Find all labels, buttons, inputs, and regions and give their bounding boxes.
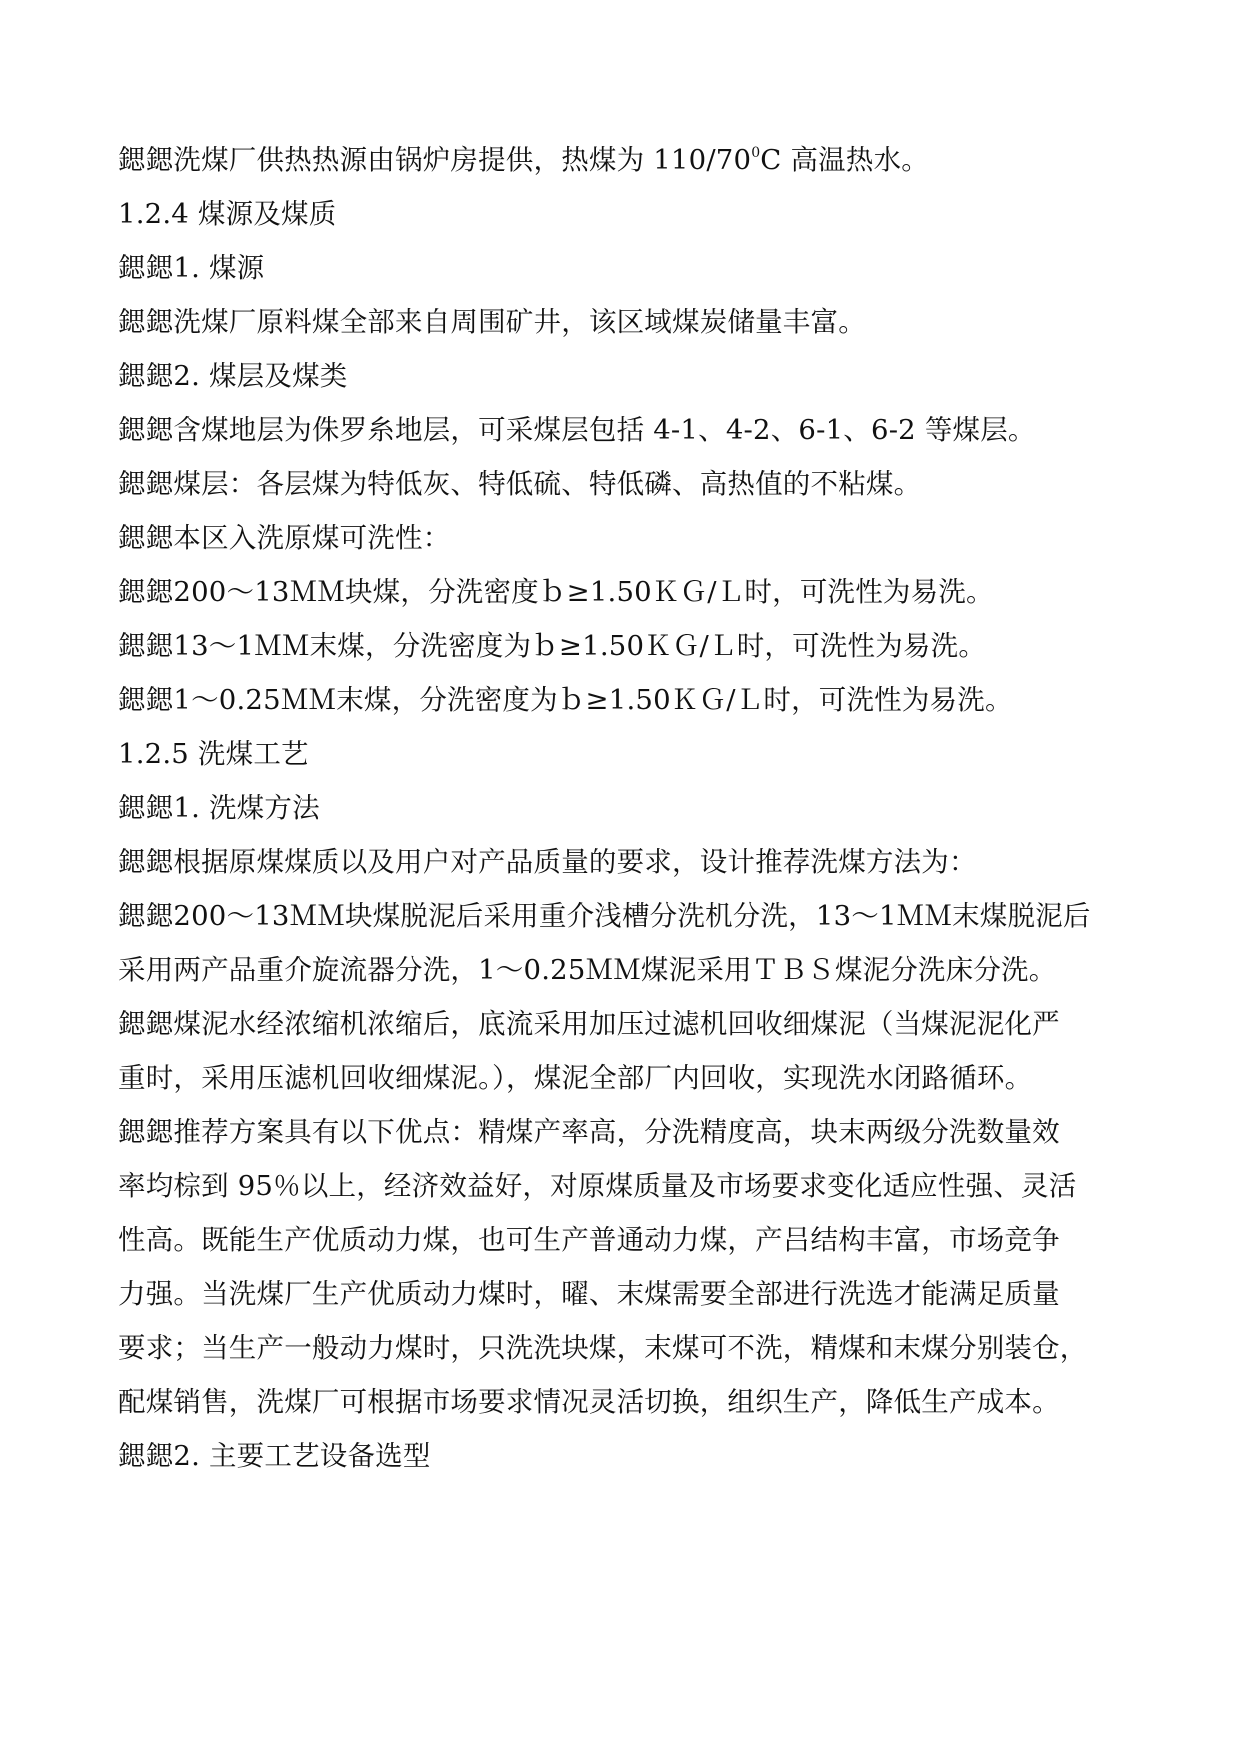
subsection-heading: 鍶鍶1. 洗煤方法: [118, 792, 320, 824]
text-line: 鍶鍶根据原煤煤质以及用户对产品质量的要求，设计推荐洗煤方法为：: [118, 846, 977, 878]
text-line: 鍶鍶200～13ＭＭ块煤脱泥后采用重介浅槽分洗机分洗，13～1ＭＭ末煤脱泥后: [118, 900, 1091, 932]
text-line: 率均棕到 95％以上，经济效益好，对原煤质量及市场要求变化适应性强、灵活: [118, 1170, 1077, 1202]
text-line: 鍶鍶13～1ＭＭ末煤，分洗密度为ｂ≥1.50ＫＧ/Ｌ时，可洗性为易洗。: [118, 630, 987, 662]
text-line: 鍶鍶煤泥水经浓缩机浓缩后，底流采用加压过滤机回收细煤泥（当煤泥泥化严: [118, 1008, 1060, 1040]
text-line: 鍶鍶含煤地层为侏罗糸地层，可采煤层包括 4-1、4-2、6-1、6-2 等煤层。: [118, 414, 1036, 446]
text-line: 鍶鍶推荐方案具有以下优点：精煤产率高，分洗精度高，块末两级分洗数量效: [118, 1116, 1060, 1148]
text-line: 力强。当洗煤厂生产优质动力煤时，曜、末煤需要全部进行洗选才能满足质量: [118, 1278, 1060, 1310]
subsection-heading: 鍶鍶2. 主要工艺设备选型: [118, 1440, 431, 1472]
text-line: 重时，采用压滤机回收细煤泥。），煤泥全部厂内回收，实现洗水闭路循环。: [118, 1062, 1033, 1094]
text-line: 鍶鍶煤层：各层煤为特低灰、特低硫、特低磷、高热值的不粘煤。: [118, 468, 922, 500]
text-line: 要求；当生产一般动力煤时，只洗洗块煤，末煤可不洗，精煤和末煤分别装仓，: [118, 1332, 1088, 1364]
text-line: 鍶鍶1～0.25ＭＭ末煤，分洗密度为ｂ≥1.50ＫＧ/Ｌ时，可洗性为易洗。: [118, 684, 1013, 716]
section-heading: 1.2.5 洗煤工艺: [118, 738, 309, 770]
text-line: 性高。既能生产优质动力煤，也可生产普通动力煤，产吕结构丰富，市场竞争: [118, 1224, 1060, 1256]
text-line: 配煤销售，洗煤厂可根据市场要求情况灵活切换，组织生产，降低生产成本。: [118, 1386, 1060, 1418]
text-line: 采用两产品重介旋流器分洗，1～0.25ＭＭ煤泥采用ＴＢＳ煤泥分洗床分洗。: [118, 954, 1057, 986]
section-heading: 1.2.4 煤源及煤质: [118, 198, 337, 230]
text-line: 鍶鍶洗煤厂原料煤全部来自周围矿井，该区域煤炭储量丰富。: [118, 306, 866, 338]
subsection-heading: 鍶鍶2. 煤层及煤类: [118, 360, 348, 392]
text-line: 鍶鍶洗煤厂供热热源由锅炉房提供，热煤为 $110/70^0C$ 高温热水。: [118, 144, 929, 176]
subsection-heading: 鍶鍶1. 煤源: [118, 252, 265, 284]
text-line: 鍶鍶200～13ＭＭ块煤，分洗密度ｂ≥1.50ＫＧ/Ｌ时，可洗性为易洗。: [118, 576, 994, 608]
text-line: 鍶鍶本区入洗原煤可洗性：: [118, 522, 451, 554]
